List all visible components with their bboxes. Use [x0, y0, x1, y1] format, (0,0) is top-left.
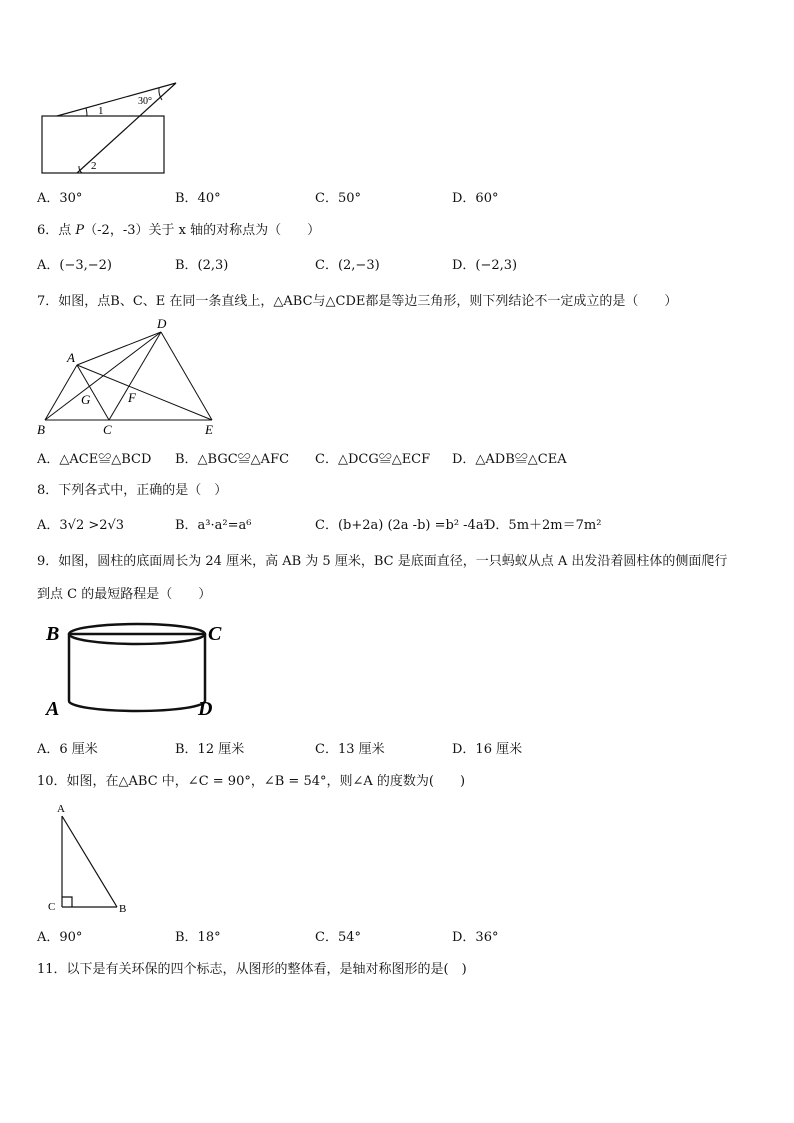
q11-stem: 11．以下是有关环保的四个标志，从图形的整体看，是轴对称图形的是( ) — [37, 962, 467, 977]
label-B: B — [46, 623, 60, 645]
label-30: 30° — [138, 96, 152, 107]
label-B: B — [37, 422, 45, 437]
label-A: A — [67, 350, 75, 365]
q9-option-c: C．13 厘米 — [315, 742, 385, 757]
q9-option-a: A．6 厘米 — [37, 742, 98, 757]
q7-option-a: A．△ACE≌△BCD — [37, 452, 152, 467]
q10-option-d: D．36° — [452, 930, 499, 945]
label-C: C — [48, 901, 56, 913]
q7-figure — [34, 316, 224, 438]
label-A: A — [57, 803, 65, 815]
label-C: C — [208, 623, 222, 645]
q9-stem-line1: 9．如图，圆柱的底面周长为 24 厘米，高 AB 为 5 厘米，BC 是底面直径，一只蚂蚁从点 A 出发沿着圆柱体的侧面爬行 — [37, 554, 728, 569]
label-F: F — [128, 390, 136, 405]
label-B: B — [119, 903, 127, 915]
q5-figure — [35, 78, 185, 178]
q5-option-d: D．60° — [452, 191, 499, 206]
q5-option-b: B．40° — [175, 191, 221, 206]
q7-option-c: C．△DCG≌△ECF — [315, 452, 431, 467]
label-1: 1 — [98, 105, 104, 117]
q8-option-b: B．a³·a²=a⁶ — [175, 518, 252, 533]
label-D: D — [157, 316, 167, 331]
q5-option-c: C．50° — [315, 191, 361, 206]
q10-option-c: C．54° — [315, 930, 361, 945]
q8-option-c: C．(b+2a) (2a -b) =b² -4a² — [315, 518, 489, 533]
q7-option-b: B．△BGC≌△AFC — [175, 452, 290, 467]
q8-option-d: D．5m＋2m＝7m² — [485, 518, 602, 533]
q6-option-d: D．(−2,3) — [452, 258, 518, 273]
q9-stem-line2: 到点 C 的最短路程是（ ） — [37, 587, 212, 602]
q10-triangle-figure — [44, 798, 144, 918]
label-C: C — [103, 422, 112, 437]
q10-stem: 10．如图，在△ABC 中，∠C = 90°，∠B = 54°，则∠A 的度数为( ) — [37, 774, 466, 789]
angle-1-arc — [86, 108, 87, 116]
q7-option-d: D．△ADB≌△CEA — [452, 452, 567, 467]
q6-option-b: B．(2,3) — [175, 258, 229, 273]
q6-stem: 6．点 P（-2，-3）关于 x 轴的对称点为（ ） — [37, 223, 321, 238]
label-D: D — [198, 698, 213, 720]
label-A: A — [46, 698, 60, 720]
right-angle-mark — [62, 897, 72, 907]
q10-option-b: B．18° — [175, 930, 221, 945]
q8-stem: 8．下列各式中，正确的是（ ） — [37, 483, 228, 498]
q6-option-c: C．(2,−3) — [315, 258, 380, 273]
label-G: G — [81, 392, 91, 407]
q6-option-a: A．(−3,−2) — [37, 258, 112, 273]
triangle-ruler — [57, 83, 176, 173]
label-2: 2 — [91, 160, 97, 172]
q5-option-a: A．30° — [37, 191, 83, 206]
bottom-arc — [69, 701, 205, 711]
q9-option-d: D．16 厘米 — [452, 742, 523, 757]
label-E: E — [205, 422, 213, 437]
q8-option-a: A．3√2 >2√3 — [37, 518, 125, 533]
rectangle — [42, 116, 164, 173]
q10-option-a: A．90° — [37, 930, 83, 945]
q9-cylinder-figure — [44, 616, 230, 722]
q9-option-b: B．12 厘米 — [175, 742, 245, 757]
q7-stem: 7．如图，点B、C、E 在同一条直线上，△ABC与△CDE都是等边三角形，则下列结论不一定成立的是（ ） — [37, 294, 678, 309]
